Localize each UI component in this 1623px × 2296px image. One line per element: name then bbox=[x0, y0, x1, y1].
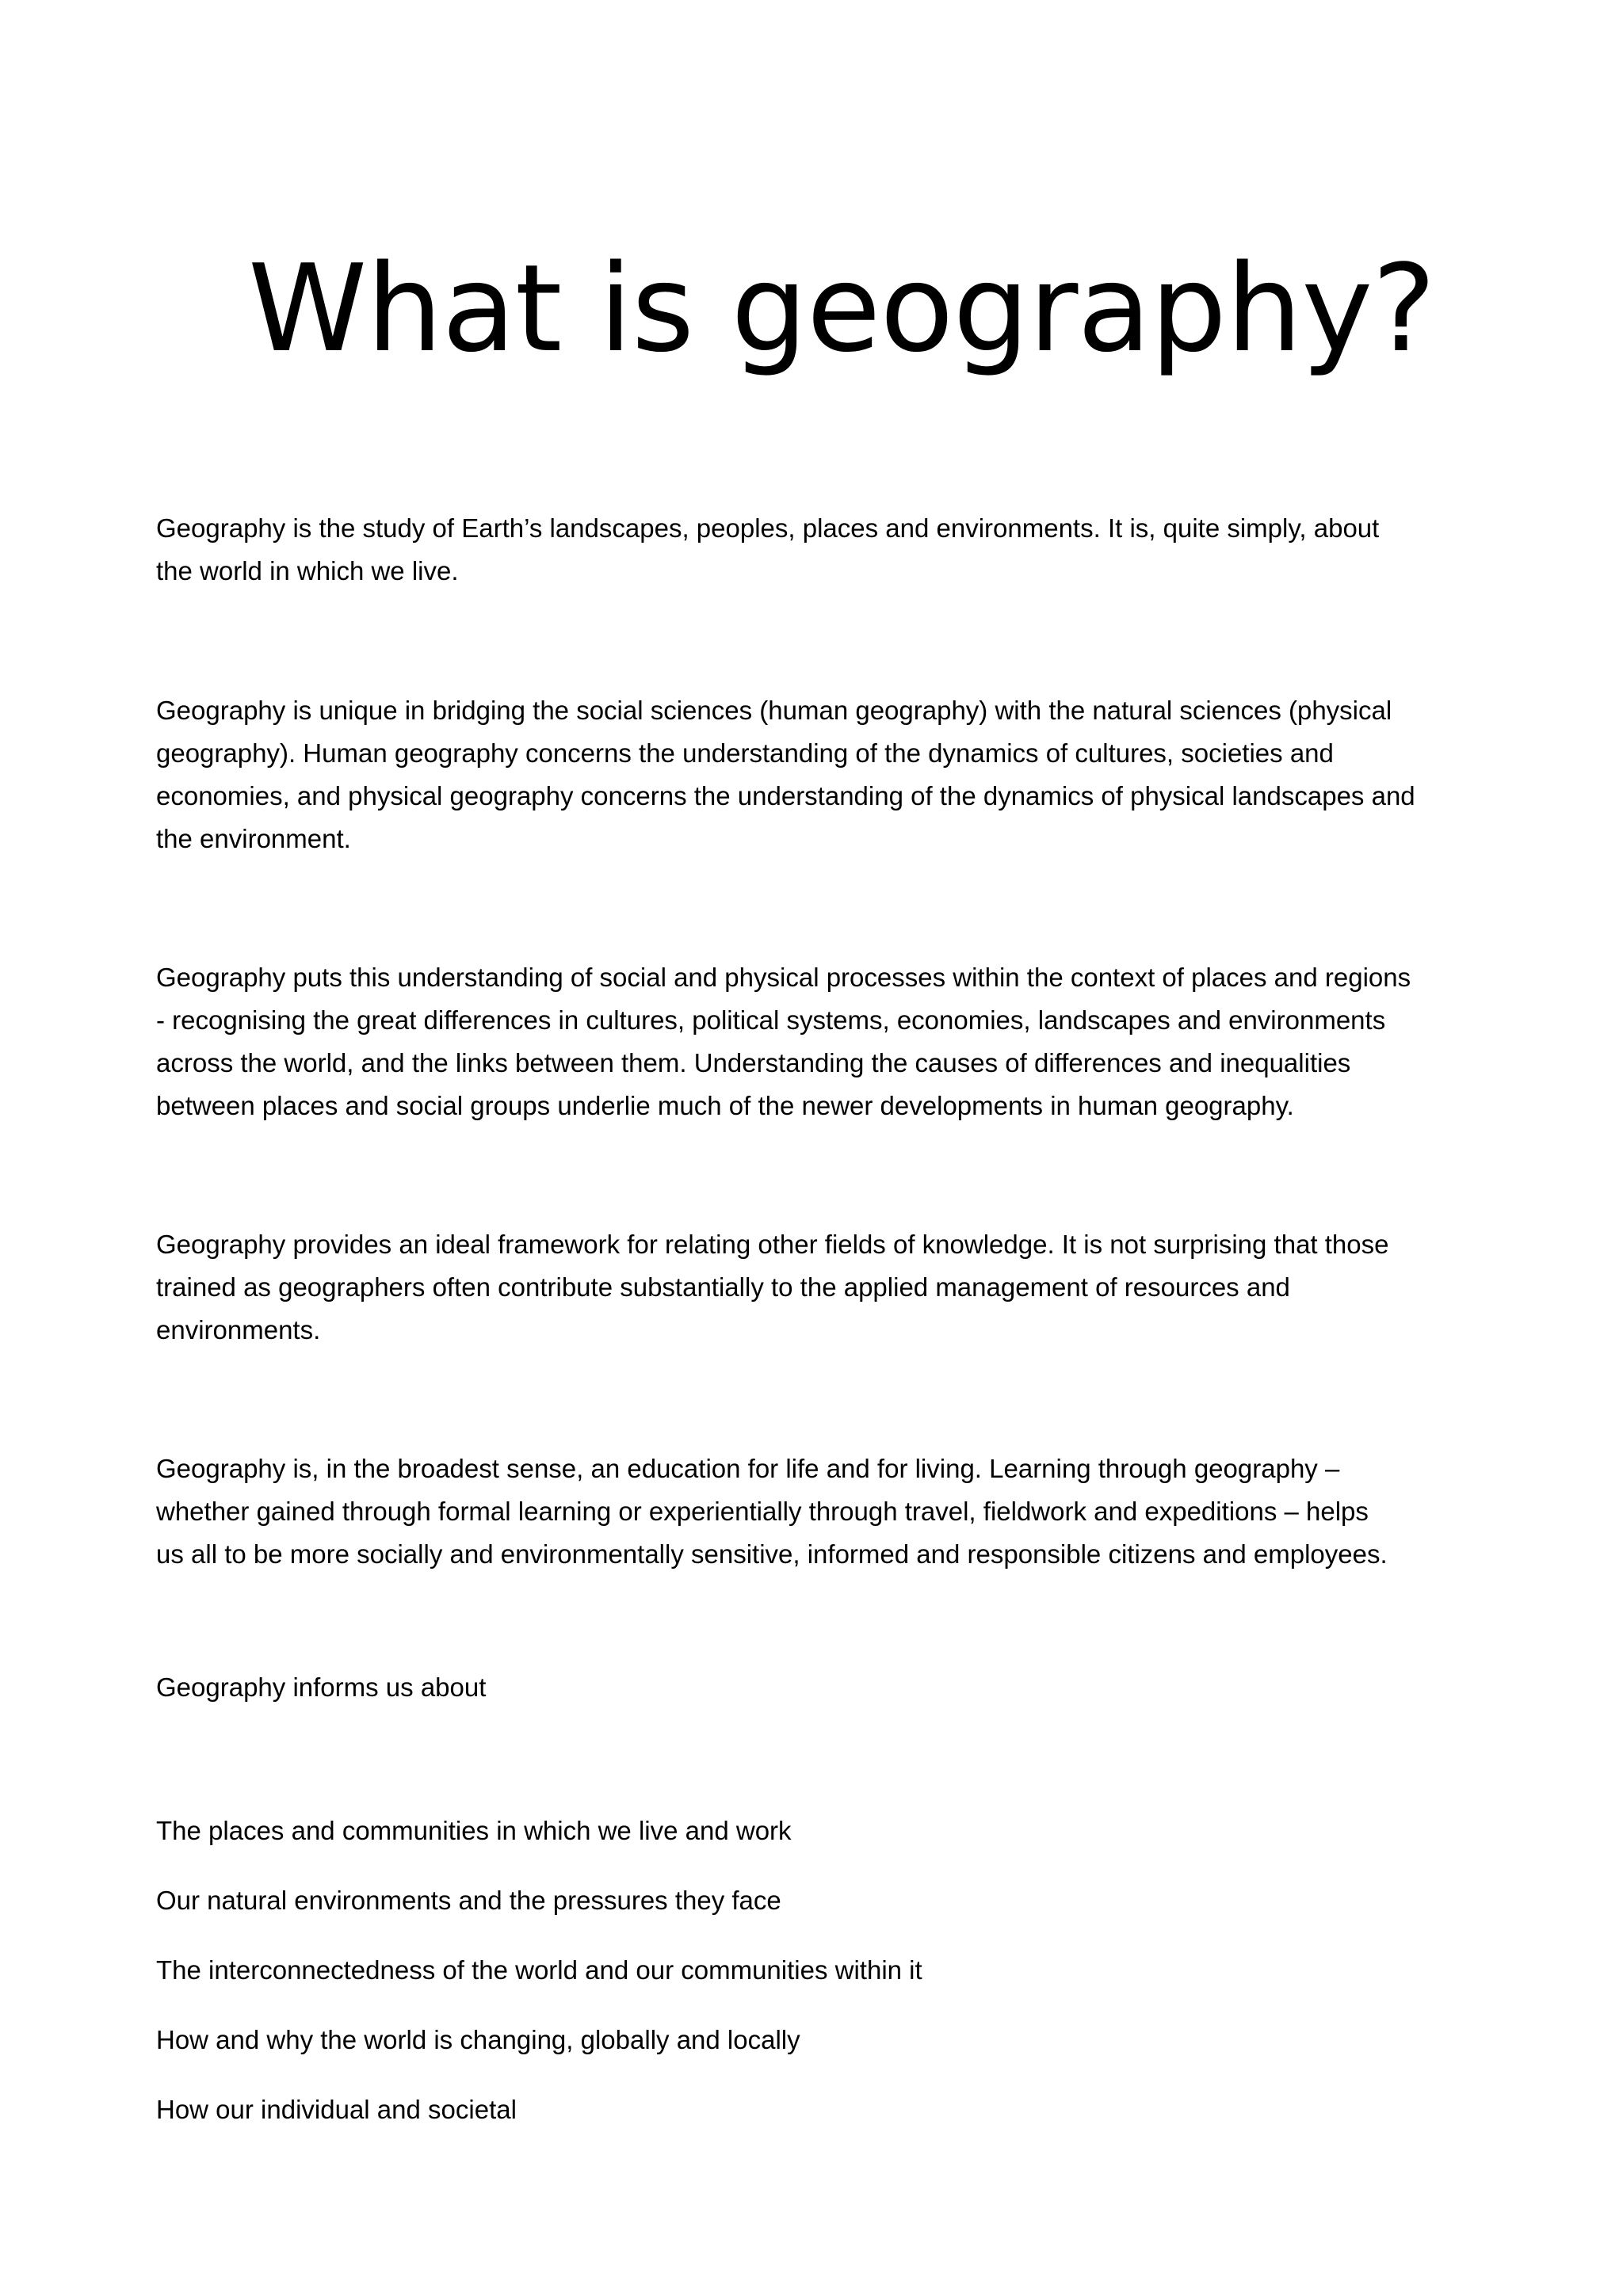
paragraph-line: Geography provides an ideal framework for relating other fields of knowledge. It is not surprising that those bbox=[156, 1230, 1389, 1259]
paragraph-line: the environment. bbox=[156, 824, 351, 853]
paragraph-line: Geography puts this understanding of social and physical processes within the context of places and regions bbox=[156, 963, 1411, 992]
paragraph-bridging-sciences bbox=[156, 689, 1487, 860]
list-item: How and why the world is changing, globally and locally bbox=[156, 2025, 800, 2054]
list-item: Our natural environments and the pressures they face bbox=[156, 1886, 781, 1915]
paragraph-places-regions bbox=[156, 956, 1487, 1127]
paragraph-line: trained as geographers often contribute substantially to the applied management of resources and bbox=[156, 1272, 1290, 1302]
list-item: The places and communities in which we live and work bbox=[156, 1816, 792, 1845]
paragraph-line: us all to be more socially and environmentally sensitive, informed and responsible citizens and employees. bbox=[156, 1539, 1388, 1569]
paragraph-line: - recognising the great differences in cultures, political systems, economies, landscapes and environments bbox=[156, 1005, 1386, 1035]
paragraph-line: economies, and physical geography concerns the understanding of the dynamics of physical landscapes and bbox=[156, 781, 1415, 810]
list-item: The interconnectedness of the world and our communities within it bbox=[156, 1955, 922, 1985]
paragraph-line: Geography is unique in bridging the social sciences (human geography) with the natural sciences (physical bbox=[156, 696, 1392, 725]
paragraph-definition bbox=[156, 507, 1487, 593]
list-intro: Geography informs us about bbox=[156, 1672, 487, 1702]
paragraph-line: across the world, and the links between them. Understanding the causes of differences and inequalities bbox=[156, 1048, 1351, 1077]
topics-list bbox=[156, 1810, 922, 2158]
paragraph-line: environments. bbox=[156, 1315, 321, 1344]
paragraph-line: Geography is the study of Earth’s landscapes, peoples, places and environments. It is, quite simply, about bbox=[156, 513, 1380, 543]
paragraph-line: geography). Human geography concerns the understanding of the dynamics of cultures, societies and bbox=[156, 738, 1334, 768]
paragraph-education bbox=[156, 1447, 1487, 1576]
paragraph-line: the world in which we live. bbox=[156, 556, 459, 585]
paragraph-line: whether gained through formal learning or experientially through travel, fieldwork and expeditions – helps bbox=[156, 1497, 1369, 1526]
paragraph-line: between places and social groups underlie much of the newer developments in human geography. bbox=[156, 1091, 1294, 1120]
paragraph-line: Geography is, in the broadest sense, an education for life and for living. Learning through geography – bbox=[156, 1454, 1340, 1483]
list-item: How our individual and societal bbox=[156, 2095, 517, 2124]
paragraph-framework bbox=[156, 1223, 1487, 1352]
page-title: What is geography? bbox=[248, 238, 1435, 379]
